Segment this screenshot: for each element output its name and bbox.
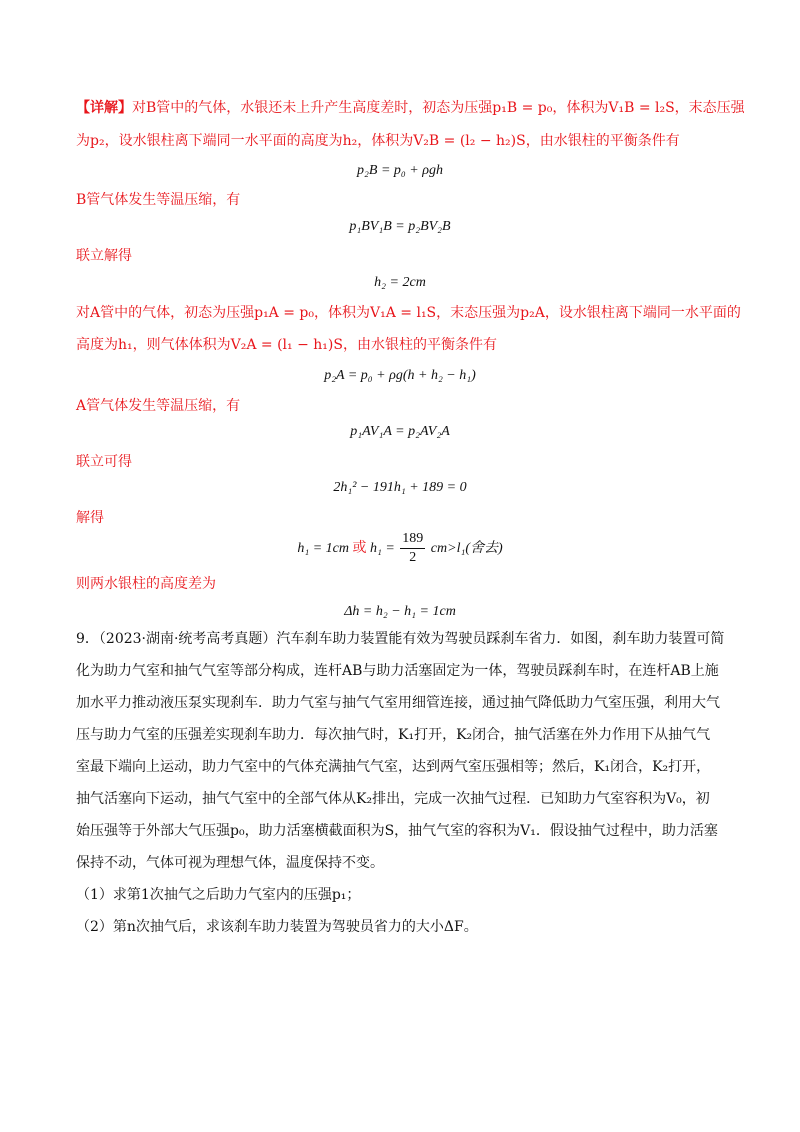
question-line-6: 抽气活塞向下运动，抽气气室中的全部气体从K₂排出，完成一次抽气过程．已知助力气室容积为V₀，初 [76, 791, 710, 807]
solution-label: 【详解】 [76, 100, 132, 116]
question-line-4: 压与助力气室的压强差实现刹车助力．每次抽气时，K₁打开，K₂闭合，抽气活塞在外力作用下从抽气气 [76, 727, 711, 743]
question-part-2: （2）第n次抽气后，求该刹车助力装置为驾驶员省力的大小ΔF。 [76, 919, 478, 935]
solution-line-7: A管气体发生等温压缩，有 [76, 398, 241, 414]
fraction-189-over-2 [400, 530, 425, 567]
h1-root-2-rhs: cm>l₁(舍去) [430, 541, 503, 556]
solution-line-2: 为p₂，设水银柱离下端同一水平面的高度为h₂，体积为V₂B = (l₂ − h₂)S，由水银柱的平衡条件有 [76, 133, 680, 149]
equation-h1-solutions [0, 528, 800, 569]
equation-boyle-a: p₁AV₁A = p₂AV₂A [350, 424, 450, 439]
solution-line-10: 则两水银柱的高度差为 [76, 576, 216, 592]
equation-h2: h₂ = 2cm [374, 275, 426, 290]
equation-delta-h: Δh = h₂ − h₁ = 1cm [344, 604, 456, 619]
question-line-1: 9．（2023·湖南·统考高考真题）汽车刹车助力装置能有效为驾驶员踩刹车省力．如图，刹车助力装置可简 [76, 631, 725, 647]
solution-line-9: 解得 [76, 510, 104, 526]
solution-text-1: 对B管中的气体，水银还未上升产生高度差时，初态为压强p₁B = p₀，体积为V₁B = l₂S，末态压强 [132, 100, 745, 116]
solution-line-6: 高度为h₁，则气体体积为V₂A = (l₁ − h₁)S，由水银柱的平衡条件有 [76, 337, 497, 353]
question-line-7: 始压强等于外部大气压强p₀，助力活塞横截面积为S，抽气气室的容积为V₁．假设抽气过程中，助力活塞 [76, 823, 718, 839]
question-line-5: 室最下端向上运动，助力气室中的气体充满抽气气室，达到两气室压强相等；然后，K₁闭合，K₂打开， [76, 759, 711, 775]
equation-quadratic: 2h₁² − 191h₁ + 189 = 0 [333, 480, 467, 495]
solution-line-8: 联立可得 [76, 454, 132, 470]
equation-p2b: p₂B = p₀ + ρgh [357, 163, 443, 178]
solution-line-4: 联立解得 [76, 248, 132, 264]
h1-root-2-lhs: h₁ = [369, 541, 395, 556]
question-line-3: 加水平力推动液压泵实现刹车．助力气室与抽气气室用细管连接，通过抽气降低助力气室压强，利用大气 [76, 695, 720, 711]
solution-line-5: 对A管中的气体，初态为压强p₁A = p₀，体积为V₁A = l₁S，末态压强为p₂A，设水银柱离下端同一水平面的 [76, 305, 741, 321]
equation-boyle-b: p₁BV₁B = p₂BV₂B [349, 219, 451, 234]
fraction-numerator: 189 [400, 530, 425, 549]
question-part-1: （1）求第1次抽气之后助力气室内的压强p₁； [76, 887, 361, 903]
solution-line-3: B管气体发生等温压缩，有 [76, 192, 241, 208]
solution-line-1 [76, 98, 745, 118]
question-line-2: 化为助力气室和抽气气室等部分构成，连杆AB与助力活塞固定为一体，驾驶员踩刹车时，在连杆AB上施 [76, 663, 719, 679]
h1-root-1: h₁ = 1cm [297, 541, 349, 556]
or-word: 或 [352, 540, 367, 556]
question-line-8: 保持不动，气体可视为理想气体，温度保持不变。 [76, 855, 384, 871]
equation-p2a: p₂A = p₀ + ρg(h + h₂ − h₁) [324, 368, 476, 383]
fraction-denominator: 2 [409, 550, 417, 566]
